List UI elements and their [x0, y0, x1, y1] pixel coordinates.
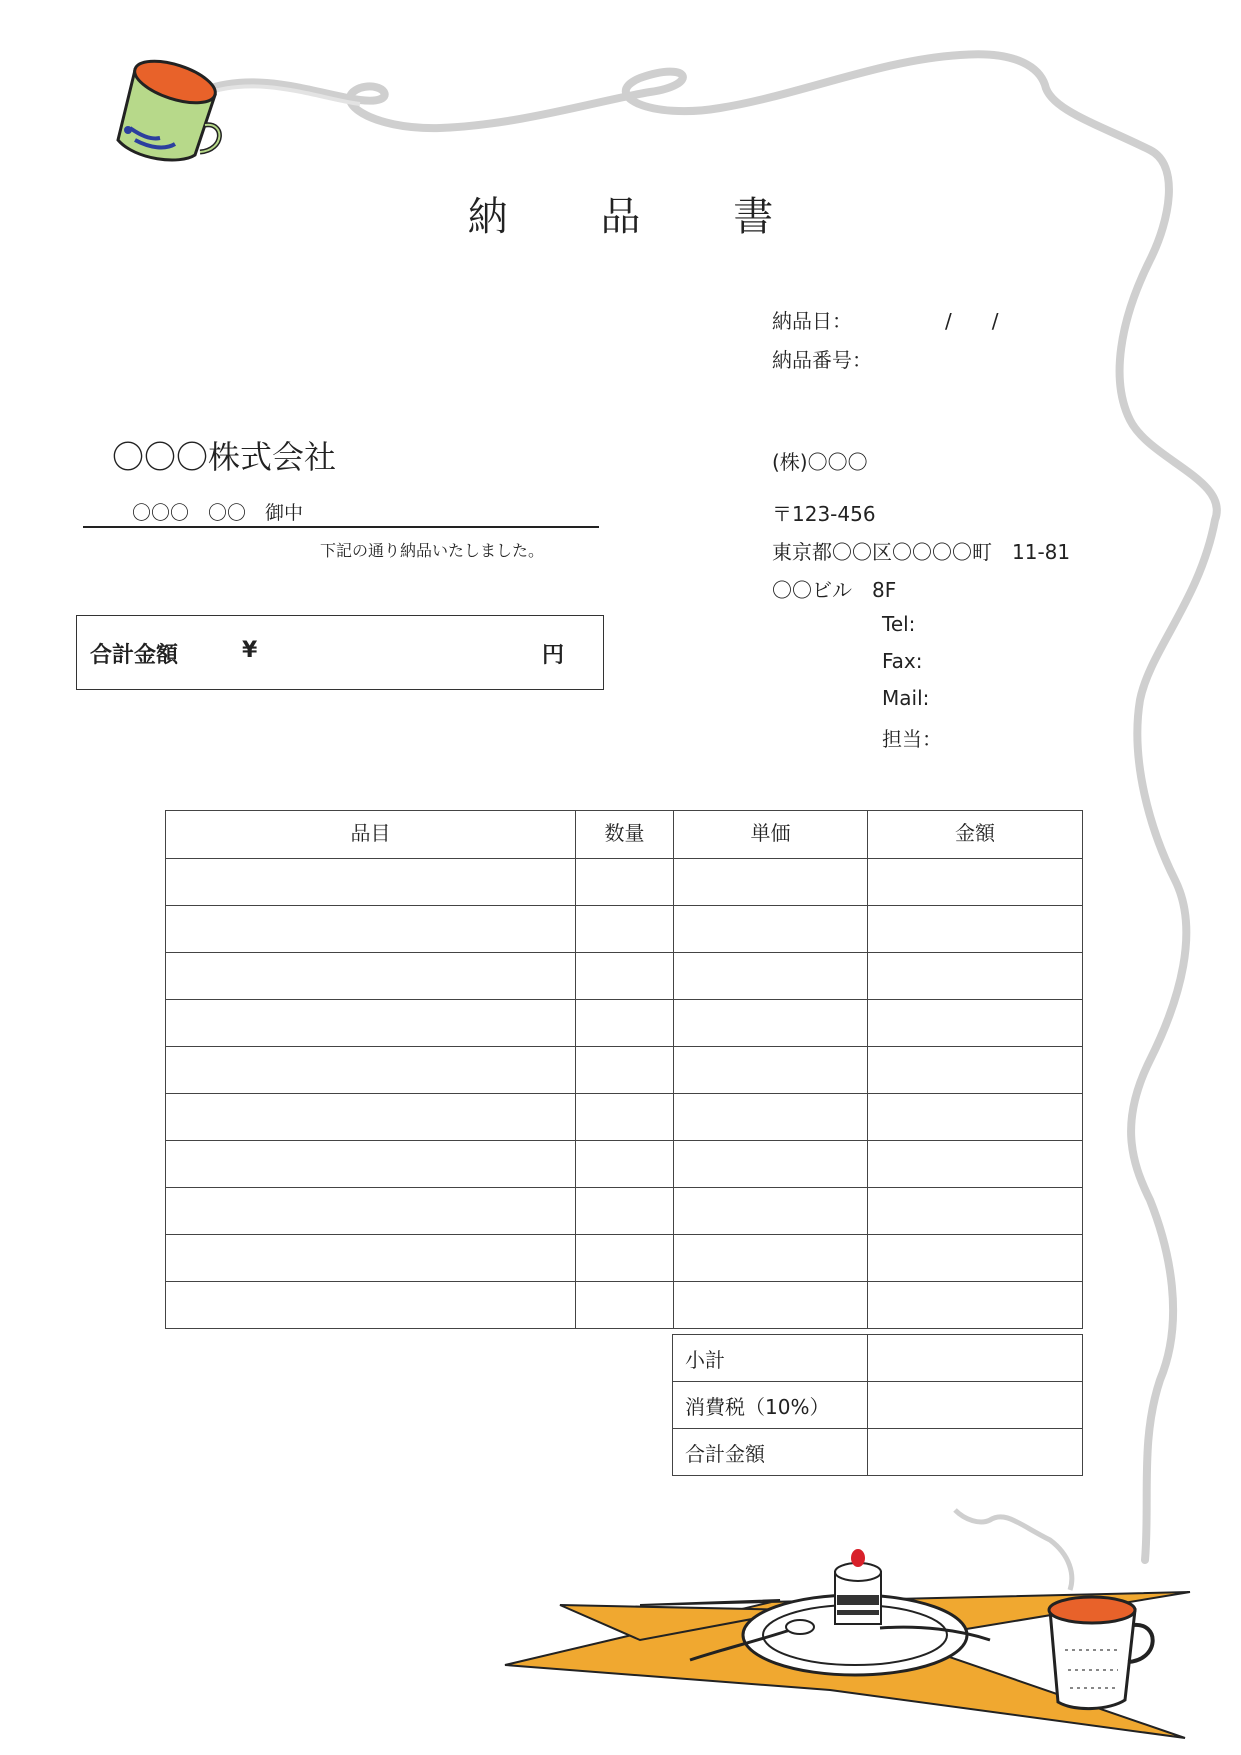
- summary-table: [672, 1334, 1083, 1476]
- table-row: [166, 1282, 1083, 1329]
- grand-total-label: 合計金額: [673, 1429, 868, 1476]
- header-unit-price: 単価: [674, 811, 868, 859]
- header-quantity: 数量: [576, 811, 674, 859]
- title-char: 納: [467, 194, 508, 240]
- unit-price-cell[interactable]: [674, 1282, 868, 1329]
- item-cell[interactable]: [166, 859, 576, 906]
- item-cell[interactable]: [166, 1047, 576, 1094]
- header-amount: 金額: [868, 811, 1083, 859]
- quantity-cell[interactable]: [576, 1235, 674, 1282]
- table-row: [166, 859, 1083, 906]
- client-company-name: 〇〇〇株式会社: [112, 438, 337, 476]
- quantity-cell[interactable]: [576, 1047, 674, 1094]
- total-amount-label: 合計金額: [90, 643, 179, 668]
- amount-cell[interactable]: [868, 859, 1083, 906]
- item-cell[interactable]: [166, 1235, 576, 1282]
- amount-cell[interactable]: [868, 1282, 1083, 1329]
- amount-cell[interactable]: [868, 1047, 1083, 1094]
- item-cell[interactable]: [166, 1188, 576, 1235]
- sender-mail: Mail:: [882, 686, 930, 710]
- table-row: [166, 1047, 1083, 1094]
- amount-cell[interactable]: [868, 1000, 1083, 1047]
- client-underline: [83, 526, 599, 528]
- tax-value[interactable]: [868, 1382, 1083, 1429]
- item-cell[interactable]: [166, 1000, 576, 1047]
- table-row: [166, 1000, 1083, 1047]
- amount-cell[interactable]: [868, 906, 1083, 953]
- quantity-cell[interactable]: [576, 1094, 674, 1141]
- yen-symbol: ¥: [242, 638, 258, 663]
- unit-price-cell[interactable]: [674, 1094, 868, 1141]
- amount-cell[interactable]: [868, 1094, 1083, 1141]
- unit-price-cell[interactable]: [674, 1000, 868, 1047]
- delivery-note: 下記の通り納品いたしました。: [320, 541, 545, 560]
- tax-label: 消費税（10%）: [673, 1382, 868, 1429]
- sender-address-line2: 〇〇ビル 8F: [772, 578, 897, 602]
- summary-row-tax: [673, 1382, 1083, 1429]
- quantity-cell[interactable]: [576, 953, 674, 1000]
- item-cell[interactable]: [166, 906, 576, 953]
- sender-address-line1: 東京都〇〇区〇〇〇〇町 11-81: [772, 540, 1071, 564]
- table-header-row: [166, 811, 1083, 859]
- sender-fax: Fax:: [882, 649, 923, 673]
- item-cell[interactable]: [166, 1282, 576, 1329]
- unit-price-cell[interactable]: [674, 859, 868, 906]
- items-table: [165, 810, 1083, 1329]
- unit-price-cell[interactable]: [674, 1188, 868, 1235]
- quantity-cell[interactable]: [576, 1188, 674, 1235]
- delivery-date-label: 納品日：: [772, 309, 852, 333]
- sender-postal-code: 〒123-456: [772, 502, 876, 526]
- table-row: [166, 1235, 1083, 1282]
- client-attention: 〇〇〇 〇〇 御中: [132, 502, 304, 524]
- quantity-cell[interactable]: [576, 1000, 674, 1047]
- quantity-cell[interactable]: [576, 1141, 674, 1188]
- delivery-date-slashes: / /: [945, 309, 999, 333]
- subtotal-label: 小計: [673, 1335, 868, 1382]
- delivery-number-label: 納品番号：: [772, 348, 872, 372]
- table-row: [166, 953, 1083, 1000]
- unit-price-cell[interactable]: [674, 953, 868, 1000]
- item-cell[interactable]: [166, 1094, 576, 1141]
- items-table-body: [166, 859, 1083, 1329]
- sender-person: 担当：: [882, 727, 942, 751]
- en-unit: 円: [542, 643, 565, 668]
- unit-price-cell[interactable]: [674, 1141, 868, 1188]
- amount-cell[interactable]: [868, 1188, 1083, 1235]
- sender-company-name: (株)〇〇〇: [772, 450, 868, 474]
- amount-cell[interactable]: [868, 953, 1083, 1000]
- header-item: 品目: [166, 811, 576, 859]
- grand-total-value[interactable]: [868, 1429, 1083, 1476]
- quantity-cell[interactable]: [576, 859, 674, 906]
- table-row: [166, 1094, 1083, 1141]
- title-char: 品: [600, 194, 641, 240]
- title-char: 書: [733, 194, 774, 240]
- item-cell[interactable]: [166, 953, 576, 1000]
- summary-row-subtotal: [673, 1335, 1083, 1382]
- table-row: [166, 1141, 1083, 1188]
- summary-row-grand-total: [673, 1429, 1083, 1476]
- item-cell[interactable]: [166, 1141, 576, 1188]
- mug-top-left-icon: [118, 53, 220, 160]
- document-title: [0, 185, 1241, 242]
- quantity-cell[interactable]: [576, 1282, 674, 1329]
- amount-cell[interactable]: [868, 1235, 1083, 1282]
- unit-price-cell[interactable]: [674, 906, 868, 953]
- total-amount-box: [76, 615, 604, 690]
- quantity-cell[interactable]: [576, 906, 674, 953]
- sender-tel: Tel:: [882, 612, 916, 636]
- table-row: [166, 1188, 1083, 1235]
- unit-price-cell[interactable]: [674, 1047, 868, 1094]
- amount-cell[interactable]: [868, 1141, 1083, 1188]
- unit-price-cell[interactable]: [674, 1235, 868, 1282]
- subtotal-value[interactable]: [868, 1335, 1083, 1382]
- table-row: [166, 906, 1083, 953]
